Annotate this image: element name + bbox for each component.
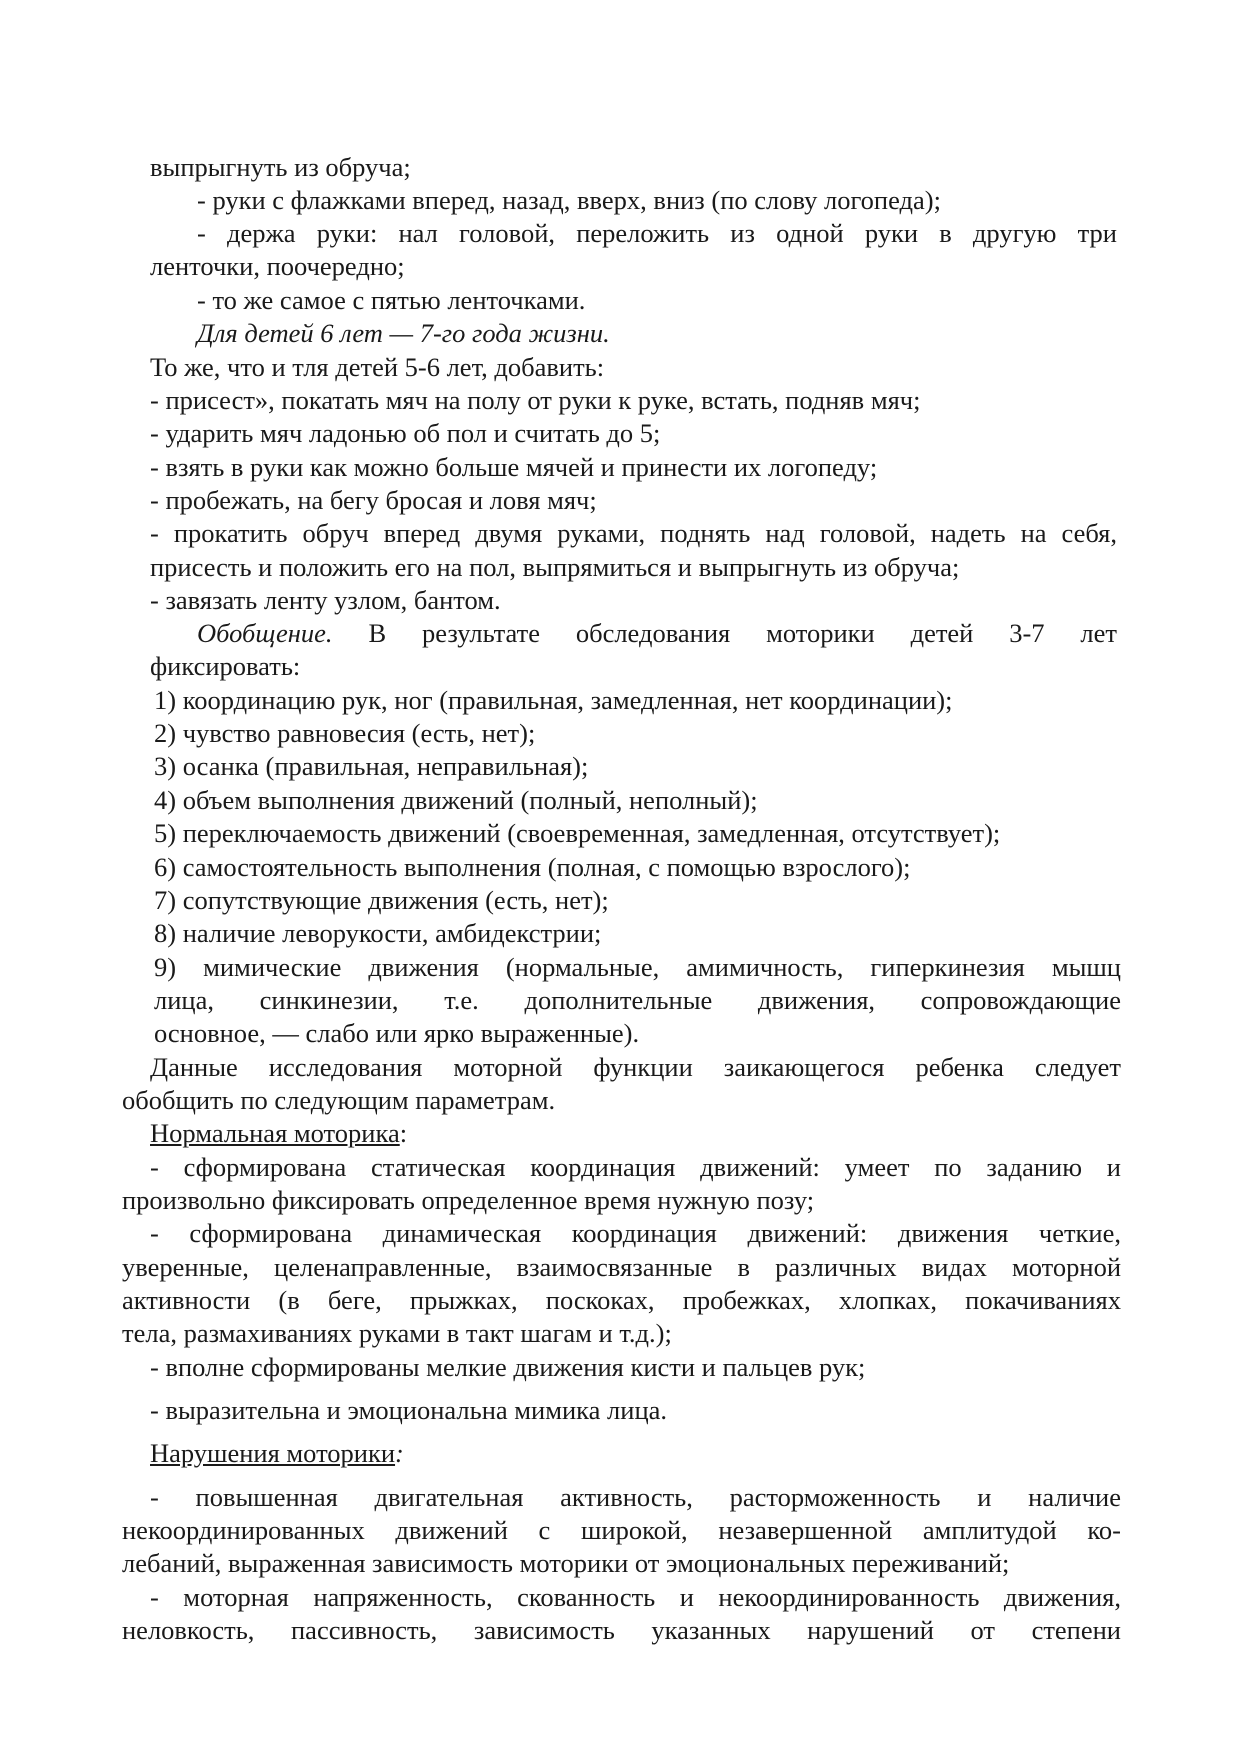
text-line: тела, размахиваниях руками в такт шагам и т.д.); xyxy=(122,1318,672,1348)
text-line: - руки с флажками вперед, назад, вверх, вниз (по слову логопеда); xyxy=(197,185,941,215)
text-line: уверенные, целенаправленные, взаимосвязанные в различных видах моторной xyxy=(122,1252,1121,1282)
text-line: То же, что и тля детей 5-6 лет, добавить: xyxy=(150,352,605,382)
text-line: выпрыгнуть из обруча; xyxy=(150,152,411,182)
list-item: - сформирована динамическая координация движений: движения четкие, xyxy=(150,1218,1121,1248)
list-item: - пробежать, на бегу бросая и ловя мяч; xyxy=(150,485,597,515)
text-line: лебаний, выраженная зависимость моторики от эмоциональных переживаний; xyxy=(122,1548,1010,1578)
section-subheading: Для детей 6 лет — 7-го года жизни. xyxy=(197,318,610,348)
summary-label: Обобщение. xyxy=(197,618,333,648)
text-line: фиксировать: xyxy=(150,651,301,681)
list-item: - прокатить обруч вперед двумя руками, поднять над головой, надеть на себя, xyxy=(150,518,1117,548)
heading-motor-disorders: Нарушения моторики xyxy=(150,1438,396,1468)
list-item: 7) сопутствующие движения (есть, нет); xyxy=(154,885,609,915)
text-line: произвольно фиксировать определенное время нужную позу; xyxy=(122,1185,815,1215)
summary-line xyxy=(197,616,1117,650)
list-item: - выразительна и эмоциональна мимика лица. xyxy=(150,1395,668,1425)
summary-text: В результате обследования моторики детей 3-7 лет xyxy=(332,618,1118,648)
list-item: 3) осанка (правильная, неправильная); xyxy=(154,751,589,781)
list-item: 1) координацию рук, ног (правильная, замедленная, нет координации); xyxy=(154,685,953,715)
list-item: - завязать ленту узлом, бантом. xyxy=(150,585,501,615)
text-line: присесть и положить его на пол, выпрямиться и выпрыгнуть из обруча; xyxy=(150,552,960,582)
list-item: 4) объем выполнения движений (полный, неполный); xyxy=(154,785,758,815)
text-line: неловкость, пассивность, зависимость указанных нарушений от степени xyxy=(122,1615,1121,1645)
list-item: 6) самостоятельность выполнения (полная, с помощью взрослого); xyxy=(154,852,911,882)
list-item: - ударить мяч ладонью об пол и считать до 5; xyxy=(150,418,661,448)
text-line: - то же самое с пятью ленточками. xyxy=(197,285,586,315)
list-item: - повышенная двигательная активность, расторможенность и наличие xyxy=(150,1482,1121,1512)
list-item: - присест», покатать мяч на полу от руки к руке, встать, подняв мяч; xyxy=(150,385,921,415)
text-line: ленточки, поочередно; xyxy=(150,251,405,281)
text-line: основное, — слабо или ярко выраженные). xyxy=(154,1018,640,1048)
list-item: 2) чувство равновесия (есть, нет); xyxy=(154,718,536,748)
list-item: 5) переключаемость движений (своевременная, замедленная, отсутствует); xyxy=(154,818,1001,848)
list-item: 8) наличие леворукости, амбидекстрии; xyxy=(154,918,602,948)
list-item: - моторная напряженность, скованность и некоординированность движения, xyxy=(150,1582,1121,1612)
list-item: - сформирована статическая координация движений: умеет по заданию и xyxy=(150,1152,1121,1182)
heading-normal-motor: Нормальная моторика xyxy=(150,1118,400,1148)
list-item: 9) мимические движения (нормальные, амимичность, гиперкинезия мышц xyxy=(154,952,1121,982)
list-item: - вполне сформированы мелкие движения кисти и пальцев рук; xyxy=(150,1352,866,1382)
text-line: некоординированных движений с широкой, незавершенной амплитудой ко- xyxy=(122,1515,1121,1545)
text-line: - держа руки: нал головой, переложить из одной руки в другую три xyxy=(197,218,1117,248)
text-line: Данные исследования моторной функции заикающегося ребенка следует xyxy=(150,1052,1121,1082)
text-line: лица, синкинезии, т.е. дополнительные движения, сопровождающие xyxy=(154,985,1121,1015)
list-item: - взять в руки как можно больше мячей и принести их логопеду; xyxy=(150,452,878,482)
text-line: активности (в беге, прыжках, поскоках, пробежках, хлопках, покачиваниях xyxy=(122,1285,1121,1315)
section-heading: Нарушения моторики: xyxy=(150,1438,404,1468)
text-line: обобщить по следующим параметрам. xyxy=(122,1085,556,1115)
section-heading: Нормальная моторика: xyxy=(150,1118,408,1148)
